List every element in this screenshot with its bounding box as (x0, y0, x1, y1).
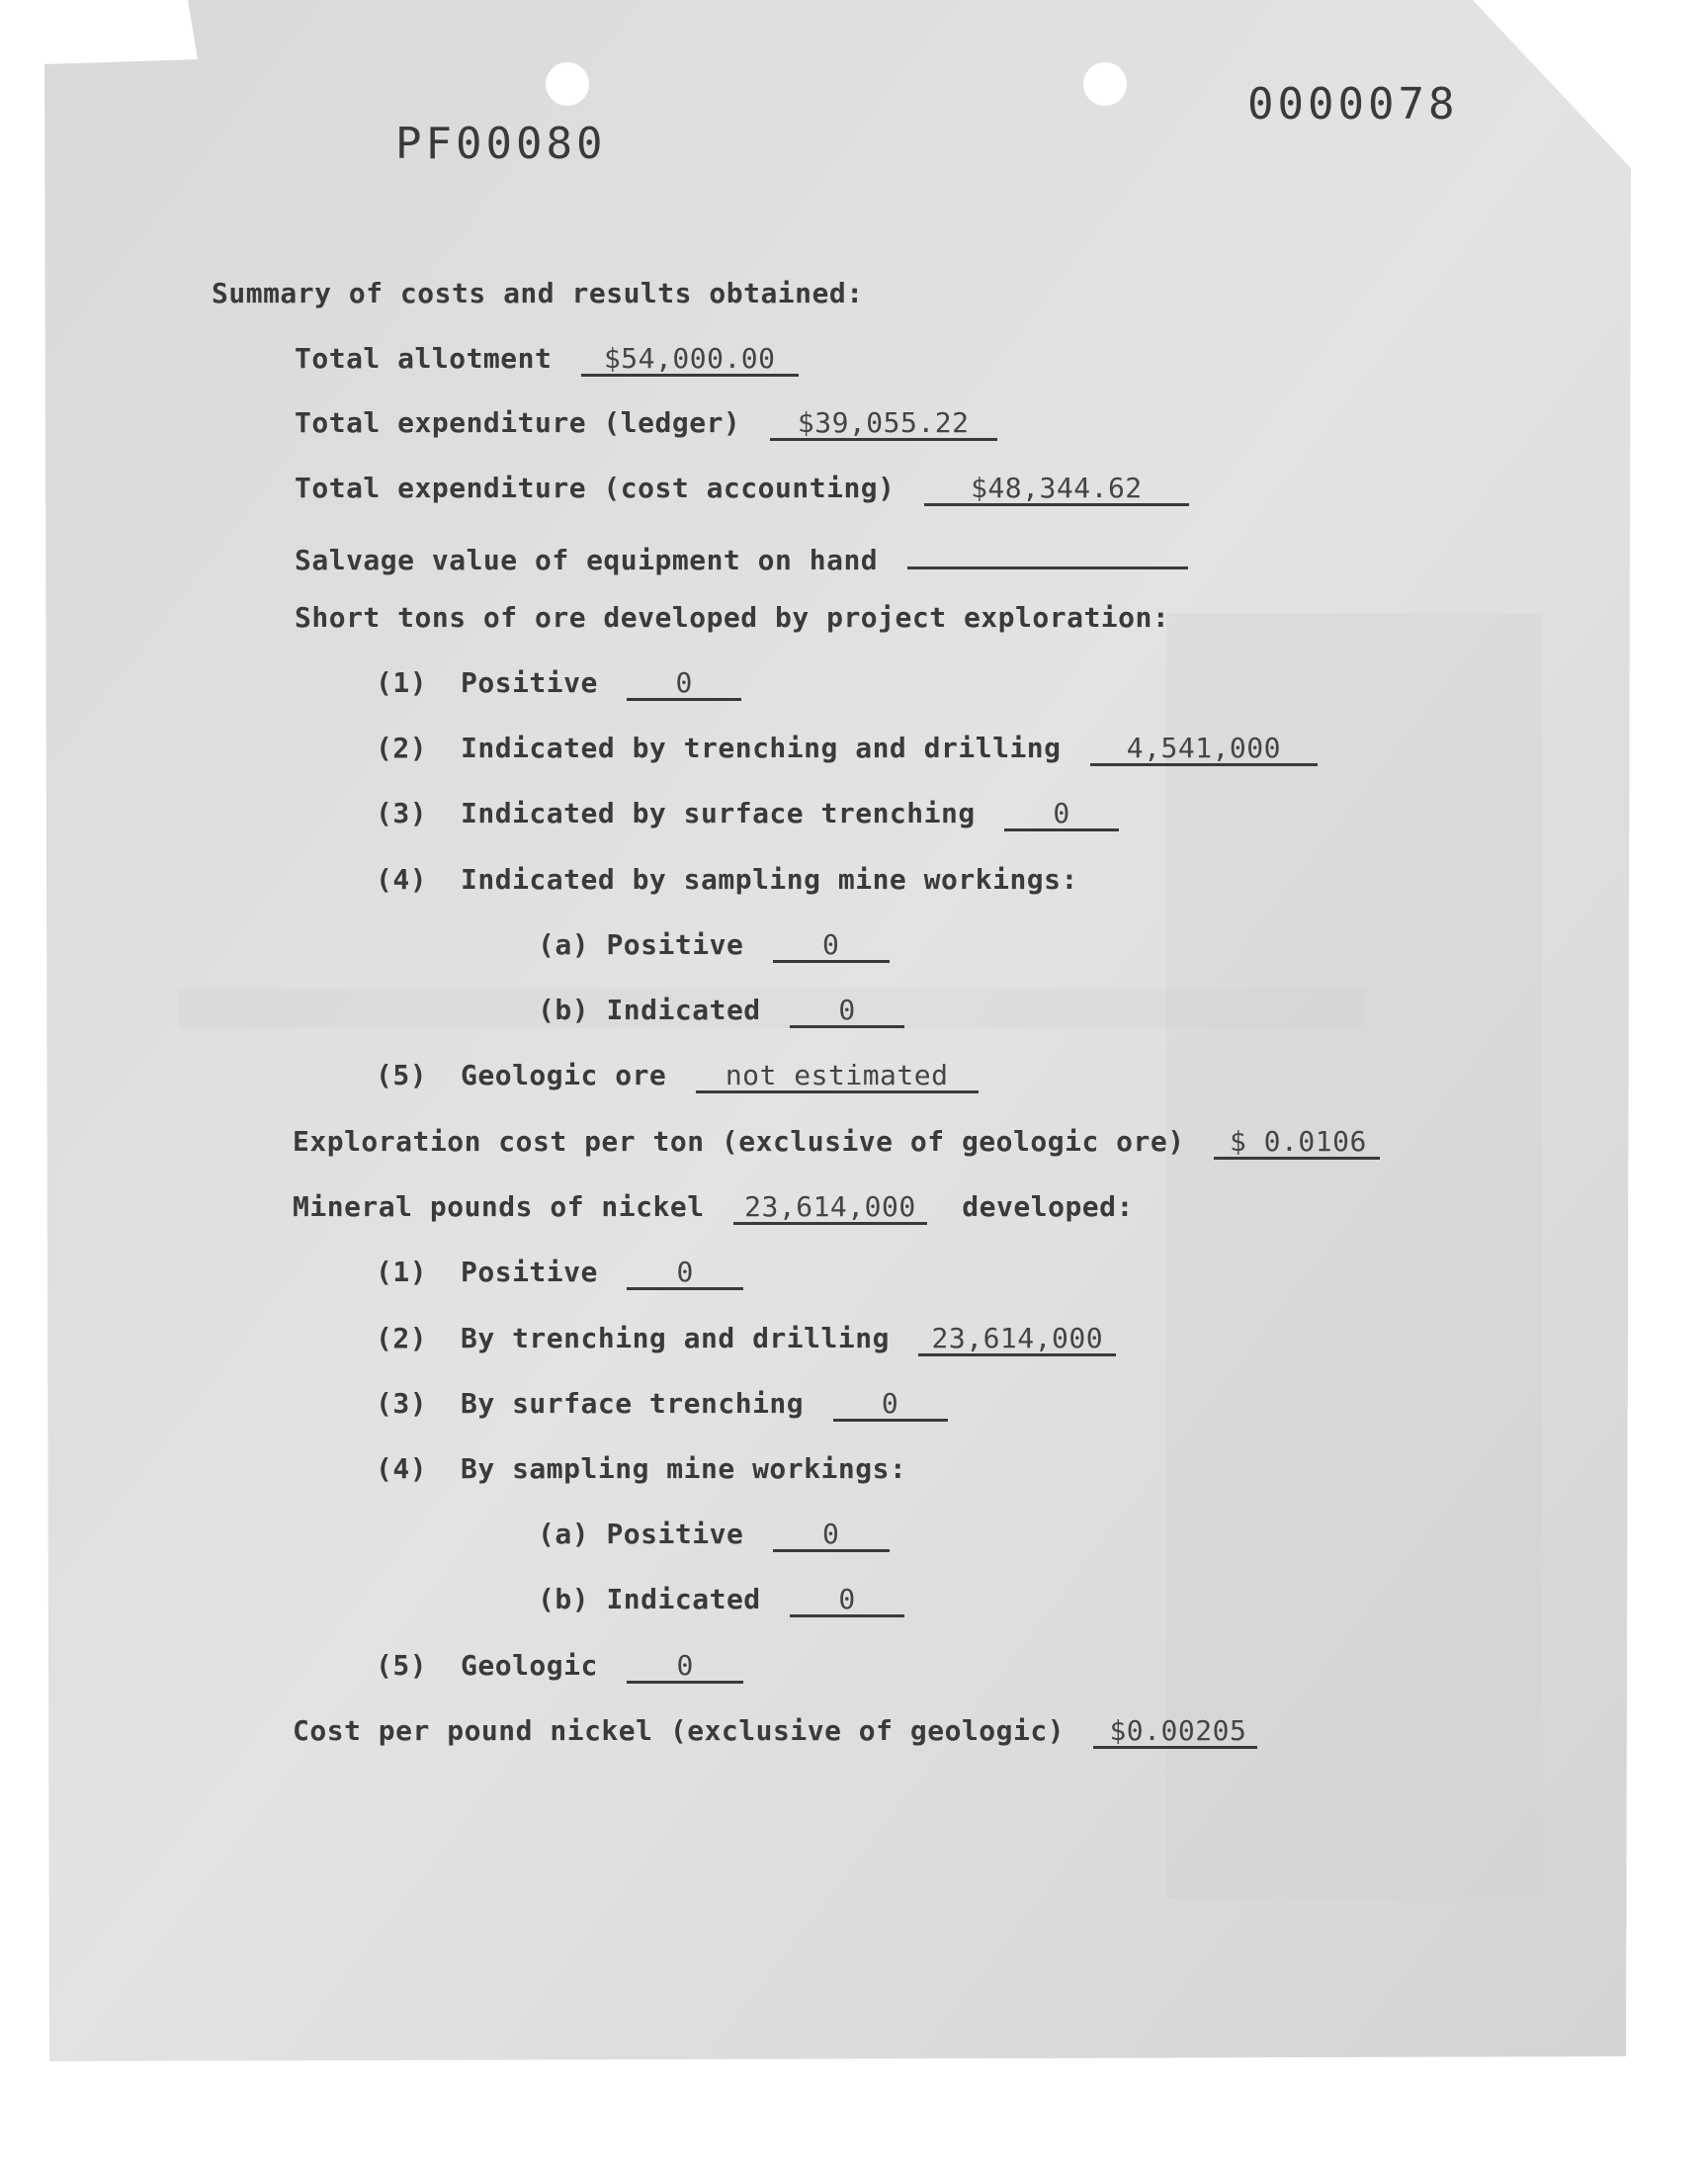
ore-subrow-b-label: Indicated (606, 994, 761, 1026)
document-id-stamp-left: PF00080 (395, 119, 607, 169)
ore-row-5-label: Geologic ore (461, 1059, 667, 1091)
ore-subrow-a-letter: (a) (538, 928, 590, 961)
nickel-label-pre: Mineral pounds of nickel (293, 1190, 705, 1223)
ore-row-5-value: not estimated (696, 1061, 979, 1093)
cost-per-pound-label: Cost per pound nickel (exclusive of geologic) (293, 1714, 1066, 1747)
nickel-row-5 (376, 1649, 743, 1684)
ore-row-1-number: (1) (376, 666, 428, 699)
ore-heading: Short tons of ore developed by project exploration: (295, 601, 1170, 634)
ore-row-3-label: Indicated by surface trenching (461, 797, 976, 829)
nickel-row-5-label: Geologic (461, 1649, 598, 1682)
total-allotment-row (295, 342, 799, 377)
nickel-row-4 (376, 1452, 906, 1485)
ore-row-4-label: Indicated by sampling mine workings: (461, 863, 1078, 896)
ore-row-2-number: (2) (376, 732, 428, 764)
expenditure-ledger-value: $39,055.22 (770, 408, 997, 441)
document-id-stamp-right: 0000078 (1247, 79, 1459, 130)
exploration-cost-label: Exploration cost per ton (exclusive of geologic ore) (293, 1125, 1185, 1158)
punch-hole-left (546, 62, 589, 106)
ore-row-4 (376, 863, 1078, 896)
nickel-row-3 (376, 1387, 948, 1422)
expenditure-cost-row (295, 472, 1189, 506)
nickel-subrow-a-value: 0 (773, 1520, 890, 1552)
ore-row-1-label: Positive (461, 666, 598, 699)
nickel-row-2 (376, 1322, 1116, 1356)
nickel-subrow-a-letter: (a) (538, 1518, 590, 1550)
ore-row-2-value: 4,541,000 (1090, 734, 1318, 766)
nickel-label-post: developed: (962, 1190, 1134, 1223)
nickel-subrow-b (538, 1583, 904, 1617)
ore-row-3-number: (3) (376, 797, 428, 829)
ore-subrow-b-value: 0 (790, 996, 904, 1028)
expenditure-ledger-row (295, 406, 997, 441)
ore-row-2-label: Indicated by trenching and drilling (461, 732, 1062, 764)
salvage-row (295, 537, 1188, 576)
cost-per-pound-row (293, 1714, 1257, 1749)
salvage-label: Salvage value of equipment on hand (295, 544, 879, 576)
salvage-value (907, 537, 1188, 569)
exploration-cost-value: $ 0.0106 (1214, 1127, 1380, 1160)
expenditure-cost-label: Total expenditure (cost accounting) (295, 472, 896, 504)
nickel-subrow-a (538, 1518, 890, 1552)
ore-row-5-number: (5) (376, 1059, 428, 1091)
nickel-row-2-number: (2) (376, 1322, 428, 1354)
nickel-subrow-a-label: Positive (606, 1518, 744, 1550)
nickel-row-1-number: (1) (376, 1256, 428, 1288)
expenditure-ledger-label: Total expenditure (ledger) (295, 406, 741, 439)
nickel-heading-row (293, 1190, 1134, 1225)
ore-subrow-a (538, 928, 890, 963)
ore-row-5 (376, 1059, 979, 1093)
nickel-row-4-label: By sampling mine workings: (461, 1452, 907, 1485)
nickel-row-2-label: By trenching and drilling (461, 1322, 890, 1354)
nickel-total-value: 23,614,000 (733, 1192, 927, 1225)
cost-per-pound-value: $0.00205 (1093, 1716, 1257, 1749)
ore-row-4-number: (4) (376, 863, 428, 896)
exploration-cost-row (293, 1125, 1380, 1160)
total-allotment-label: Total allotment (295, 342, 553, 375)
nickel-row-4-number: (4) (376, 1452, 428, 1485)
ore-subrow-a-label: Positive (606, 928, 744, 961)
ore-row-3 (376, 797, 1119, 831)
nickel-row-1 (376, 1256, 743, 1290)
nickel-row-1-value: 0 (627, 1258, 743, 1290)
punch-hole-right (1083, 62, 1127, 106)
expenditure-cost-value: $48,344.62 (924, 474, 1189, 506)
ore-row-2 (376, 732, 1318, 766)
ore-row-3-value: 0 (1004, 799, 1119, 831)
nickel-row-1-label: Positive (461, 1256, 598, 1288)
ore-row-1-value: 0 (627, 668, 741, 701)
summary-heading: Summary of costs and results obtained: (212, 277, 864, 309)
nickel-row-5-number: (5) (376, 1649, 428, 1682)
nickel-subrow-b-letter: (b) (538, 1583, 590, 1615)
ore-subrow-b-letter: (b) (538, 994, 590, 1026)
total-allotment-value: $54,000.00 (581, 344, 799, 377)
nickel-row-2-value: 23,614,000 (918, 1324, 1116, 1356)
ore-row-1 (376, 666, 741, 701)
nickel-subrow-b-value: 0 (790, 1585, 904, 1617)
ore-subrow-b (538, 994, 904, 1028)
nickel-row-3-label: By surface trenching (461, 1387, 805, 1420)
nickel-subrow-b-label: Indicated (606, 1583, 761, 1615)
nickel-row-3-value: 0 (833, 1389, 948, 1422)
ore-subrow-a-value: 0 (773, 930, 890, 963)
nickel-row-3-number: (3) (376, 1387, 428, 1420)
nickel-row-5-value: 0 (627, 1651, 743, 1684)
